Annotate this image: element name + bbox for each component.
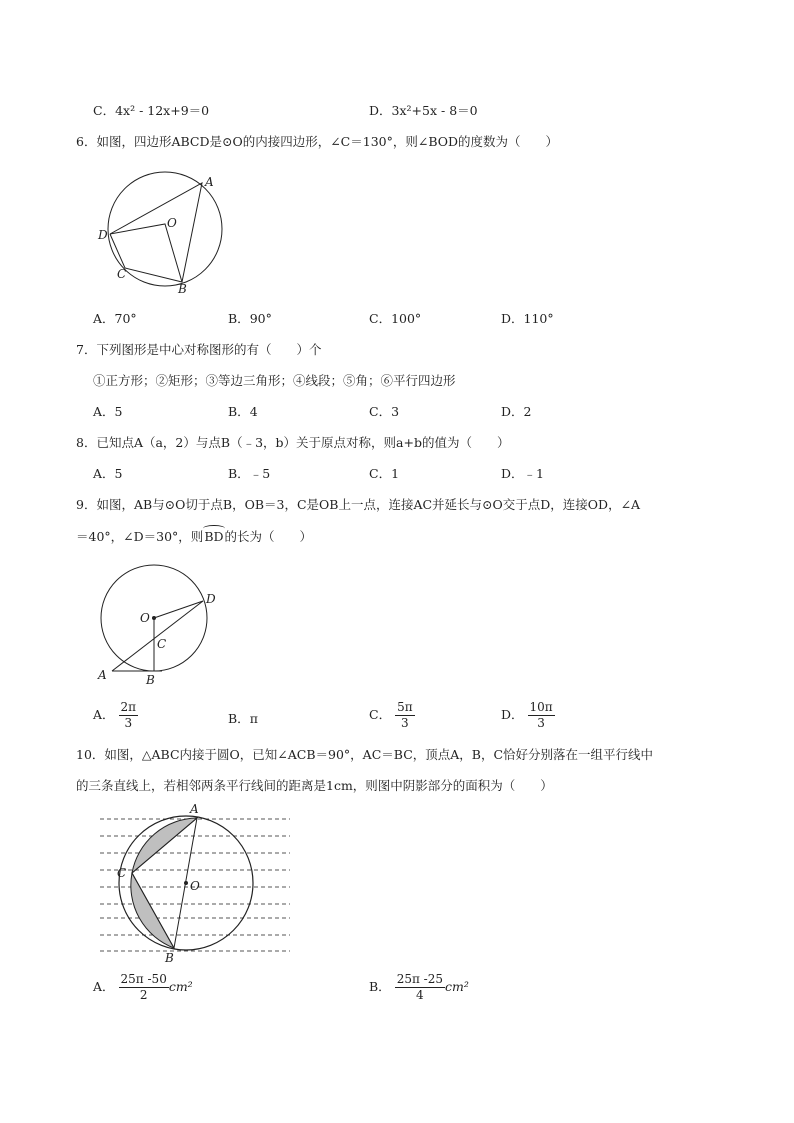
q8-option-b-text: ﹣5 xyxy=(249,466,271,481)
q9-label-a: A xyxy=(98,668,107,682)
q8-text: 已知点A（a，2）与点B（﹣3，b）关于原点对称，则a+b的值为（ ） xyxy=(96,435,510,450)
q7-option-d-text: 2 xyxy=(523,404,532,419)
q10-label-a: A xyxy=(190,802,199,816)
q10-option-b-numerator: 25π -25 xyxy=(396,972,443,986)
q10-option-a-unit: cm² xyxy=(168,979,193,994)
q5-option-d-text: 3x²+5x - 8＝0 xyxy=(391,103,478,118)
q8-option-b-label: B． xyxy=(228,466,250,481)
q6-option-c-label: C． xyxy=(369,311,392,326)
q9-option-b-label: B． xyxy=(228,711,250,726)
q9-option-c-label: C． xyxy=(369,707,392,722)
q9-option-c-numerator: 5π xyxy=(397,700,413,714)
q6-number: 6． xyxy=(76,134,97,149)
q9-option-a-label: A． xyxy=(93,707,115,722)
q6-label-b: B xyxy=(178,282,187,296)
q6-option-d-text: 110° xyxy=(523,311,554,326)
q5-option-d-label: D． xyxy=(369,103,392,118)
q6-option-a-label: A． xyxy=(93,311,115,326)
q9-option-c-denominator: 3 xyxy=(401,716,409,730)
q8-option-c-label: C． xyxy=(369,466,392,481)
q6-option-c-text: 100° xyxy=(391,311,422,326)
q9-label-c: C xyxy=(157,637,167,651)
q6-option-a-text: 70° xyxy=(114,311,137,326)
q8-option-d-label: D． xyxy=(501,466,524,481)
q9-label-d: D xyxy=(206,592,216,606)
q9-text-line2-post: 的长为（ ） xyxy=(224,529,313,544)
q10-option-b-fraction xyxy=(395,972,445,1003)
q7-number: 7． xyxy=(76,342,97,357)
q8-option-d-text: ﹣1 xyxy=(523,466,544,481)
q10-option-b xyxy=(369,972,469,1003)
q7-list: ①正方形；②矩形；③等边三角形；④线段；⑤角；⑥平行四边形 xyxy=(93,373,456,388)
q10-stem-line2: 的三条直线上，若相邻两条平行线间的距离是1cm，则图中阴影部分的面积为（ ） xyxy=(76,778,553,793)
q10-option-a-denominator: 2 xyxy=(139,988,148,1002)
q5-option-c-text: 4x² - 12x+9＝0 xyxy=(115,103,210,118)
q6-label-d: D xyxy=(98,228,108,242)
q10-option-b-unit: cm² xyxy=(444,979,469,994)
q8-option-c-text: 1 xyxy=(391,466,400,481)
q9-option-d-denominator: 3 xyxy=(537,716,545,730)
q10-option-a-numerator: 25π -50 xyxy=(120,972,167,986)
q6-option-d-label: D． xyxy=(501,311,524,326)
q9-label-o: O xyxy=(140,611,150,625)
q9-number: 9． xyxy=(76,497,97,512)
q8-option-a-text: 5 xyxy=(114,466,123,481)
q10-option-a-fraction xyxy=(119,972,169,1003)
q6-label-c: C xyxy=(117,267,127,281)
q7-option-c-label: C． xyxy=(369,404,392,419)
q9-option-d-numerator: 10π xyxy=(529,700,553,714)
q9-arc-bd: BD xyxy=(204,529,224,544)
q10-text-line1: 如图，△ABC内接于圆O，已知∠ACB＝90°，AC＝BC，顶点A，B，C恰好分别落在一组平行线中 xyxy=(104,747,654,762)
q6-option-b-label: B． xyxy=(228,311,250,326)
q10-center-dot xyxy=(184,881,188,885)
q10-option-b-denominator: 4 xyxy=(416,988,424,1002)
q10-option-a-label: A． xyxy=(93,979,115,994)
q7-text: 下列图形是中心对称图形的有（ ）个 xyxy=(96,342,322,357)
q10-label-o: O xyxy=(190,879,200,893)
q5-option-c-label: C． xyxy=(93,103,116,118)
q8-number: 8． xyxy=(76,435,97,450)
q9-option-a-denominator: 3 xyxy=(124,716,133,730)
q7-option-a-label: A． xyxy=(93,404,115,419)
q9-text-line2-pre: ＝40°，∠D＝30°，则 xyxy=(76,529,204,544)
q9-option-a-numerator: 2π xyxy=(120,700,137,714)
q9-option-b-text: π xyxy=(249,711,258,726)
q6-text: 如图，四边形ABCD是⊙O的内接四边形，∠C＝130°，则∠BOD的度数为（ ） xyxy=(96,134,559,149)
q10-label-c: C xyxy=(117,866,127,880)
q9-label-b: B xyxy=(146,673,155,687)
q6-label-a: A xyxy=(205,175,214,189)
q9-text-line1: 如图，AB与⊙O切于点B，OB＝3，C是OB上一点，连接AC并延长与⊙O交于点D，连接OD，∠A xyxy=(96,497,641,512)
q10-option-b-label: B． xyxy=(369,979,391,994)
q8-option-a-label: A． xyxy=(93,466,115,481)
q10-option-a xyxy=(93,972,193,1003)
q7-option-d-label: D． xyxy=(501,404,524,419)
q10-number: 10． xyxy=(76,747,105,762)
q6-label-o: O xyxy=(167,216,177,230)
q9-option-d-label: D． xyxy=(501,707,524,722)
q10-label-b: B xyxy=(165,951,174,965)
q7-option-a-text: 5 xyxy=(114,404,123,419)
q7-option-c-text: 3 xyxy=(391,404,400,419)
q7-option-b-label: B． xyxy=(228,404,250,419)
q6-option-b-text: 90° xyxy=(249,311,272,326)
q7-option-b-text: 4 xyxy=(249,404,258,419)
